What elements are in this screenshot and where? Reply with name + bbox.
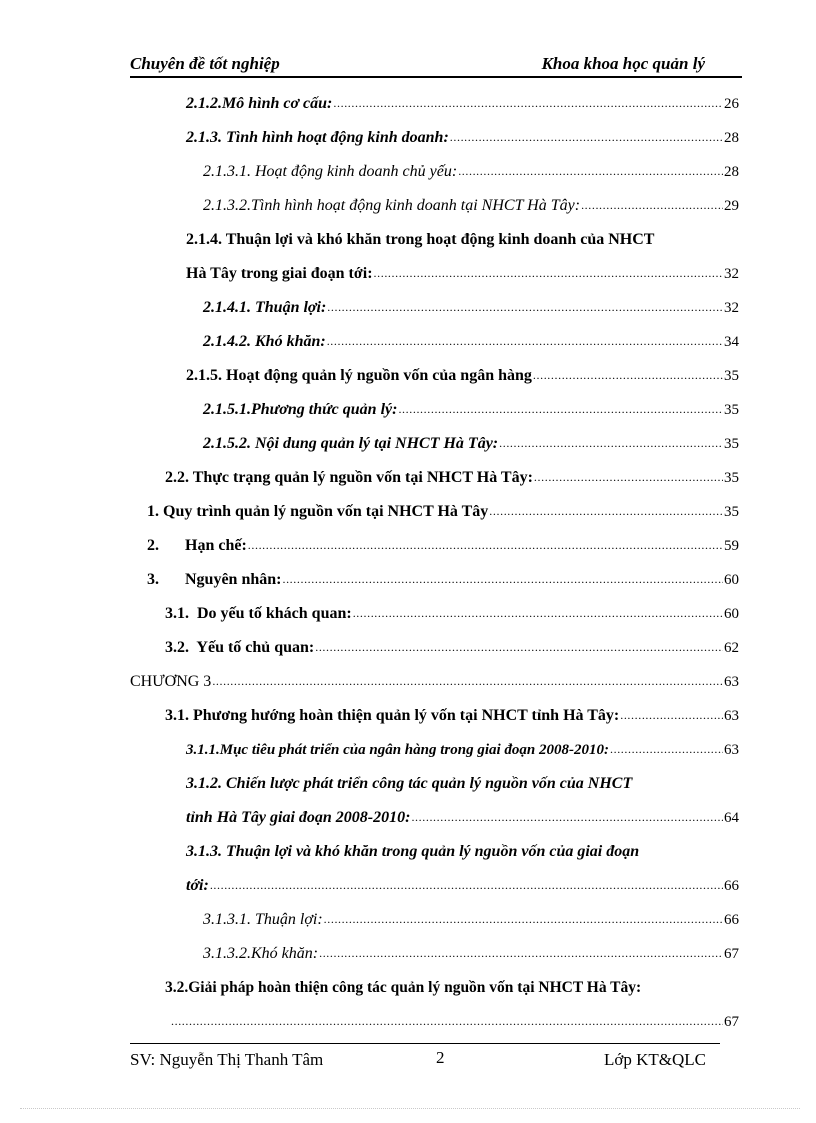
toc-entry-text: 3.1. Do yếu tố khách quan: [165, 605, 352, 622]
toc-entry-text: 2.1.4.1. Thuận lợi: [203, 299, 327, 316]
footer-student: SV: Nguyễn Thị Thanh Tâm [130, 1050, 324, 1069]
toc-page: 28 [724, 130, 739, 146]
toc-page: 60 [724, 606, 739, 622]
toc-page: 35 [724, 504, 739, 520]
header-left: Chuyên đề tốt nghiệp [130, 54, 280, 73]
toc-entry[interactable] [165, 589, 739, 623]
toc-entry-line2[interactable] [186, 793, 739, 827]
toc-entry[interactable] [147, 487, 739, 521]
toc-leader [324, 912, 723, 929]
toc-entry-text: 3.1.3.1. Thuận lợi: [203, 911, 323, 928]
toc-page: 28 [724, 164, 739, 180]
toc-entry-text: 3.2. Yếu tố chủ quan: [165, 639, 315, 656]
toc-page: 67 [724, 1014, 739, 1030]
toc-page: 63 [724, 742, 739, 758]
toc-page: 66 [724, 878, 739, 894]
header-right: Khoa khoa học quản lý [541, 54, 705, 73]
toc-entry[interactable] [203, 419, 739, 453]
toc-leader [315, 640, 723, 657]
toc-leader [374, 266, 723, 283]
toc-entry-line1[interactable] [165, 963, 739, 997]
toc-page: 32 [724, 266, 739, 282]
toc-leader [248, 538, 723, 555]
toc-entry-line1[interactable] [186, 215, 739, 249]
page-edge-divider [20, 1108, 800, 1109]
toc-page: 29 [724, 198, 739, 214]
toc-leader [581, 198, 723, 215]
toc-leader [610, 742, 723, 759]
toc-entry-number: 2. [147, 537, 159, 554]
toc-entry-line1[interactable] [186, 827, 739, 861]
toc-page: 60 [724, 572, 739, 588]
toc-page: 35 [724, 402, 739, 418]
toc-entry-text: 2.1.4.2. Khó khăn: [203, 333, 326, 350]
toc-entry[interactable] [203, 895, 739, 929]
toc-entry[interactable] [203, 181, 739, 215]
toc-entry-text: 3.1.3. Thuận lợi và khó khăn trong quản lý nguồn vốn của giai đoạn [186, 843, 640, 860]
toc-leader [282, 572, 723, 589]
toc-entry-text-cont: Hà Tây trong giai đoạn tới: [186, 265, 373, 282]
toc-leader [450, 130, 723, 147]
toc-entry-text: 3.1.1.Mục tiêu phát triển của ngân hàng trong giai đoạn 2008-2010: [186, 742, 609, 758]
toc-entry[interactable] [130, 657, 739, 691]
page-number: 2 [436, 1048, 445, 1067]
toc-leader [489, 504, 723, 521]
toc-page: 64 [724, 810, 739, 826]
toc-entry[interactable] [165, 691, 739, 725]
toc-entry-text: 2.2. Thực trạng quản lý nguồn vốn tại NHCT Hà Tây: [165, 469, 533, 486]
toc-entry-text: 2.1.5.1.Phương thức quản lý: [203, 401, 398, 418]
toc-entry[interactable] [203, 147, 739, 181]
toc-entry-text: 3.1.2. Chiến lược phát triển công tác quản lý nguồn vốn của NHCT [186, 775, 633, 792]
toc-leader [398, 402, 723, 419]
toc-entry[interactable] [203, 385, 739, 419]
footer-class: Lớp KT&QLC [603, 1050, 706, 1069]
toc-entry-text: 3.2.Giải pháp hoàn thiện công tác quản lý nguồn vốn tại NHCT Hà Tây: [165, 979, 642, 996]
toc-entry[interactable] [186, 113, 739, 147]
toc-entry-text: 2.1.3.2.Tình hình hoạt động kinh doanh tại NHCT Hà Tây: [203, 197, 581, 214]
toc-entry-line2[interactable] [186, 861, 739, 895]
toc-entry-text: 2.1.2.Mô hình cơ cấu: [186, 95, 333, 112]
toc-leader [458, 164, 723, 181]
toc-entry-text: Nguyên nhân: [185, 571, 282, 588]
toc-entry-text: Hạn chế: [185, 537, 247, 554]
toc-page: 59 [724, 538, 739, 554]
toc-leader [327, 300, 723, 317]
page-header [130, 52, 742, 78]
toc-leader [319, 946, 723, 963]
toc-entry[interactable] [147, 521, 739, 555]
toc-entry[interactable] [203, 283, 739, 317]
toc-page: 67 [724, 946, 739, 962]
toc-page: 34 [724, 334, 739, 350]
toc-page: 35 [724, 470, 739, 486]
toc-entry-text: 2.1.3. Tình hình hoạt động kinh doanh: [186, 129, 449, 146]
toc-entry-text-cont: tới: [186, 877, 209, 894]
toc-entry-text: 2.1.4. Thuận lợi và khó khăn trong hoạt động kinh doanh của NHCT [186, 231, 655, 248]
toc-page: 32 [724, 300, 739, 316]
toc-leader [534, 470, 723, 487]
toc-entry-text: 3.1. Phương hướng hoàn thiện quản lý vốn tại NHCT tỉnh Hà Tây: [165, 707, 620, 724]
toc-entry-line1[interactable] [186, 759, 739, 793]
toc-entry[interactable] [165, 623, 739, 657]
toc-leader [620, 708, 723, 725]
toc-leader [212, 674, 723, 691]
toc-entry-text: 2.1.5. Hoạt động quản lý nguồn vốn của ngân hàng [186, 367, 532, 384]
toc-entry[interactable] [147, 555, 739, 589]
toc-entry-text: 3.1.3.2.Khó khăn: [203, 945, 319, 962]
toc-leader [533, 368, 723, 385]
toc-leader [171, 1014, 723, 1031]
toc-entry-text: 1. Quy trình quản lý nguồn vốn tại NHCT Hà Tây [147, 503, 489, 520]
toc-entry[interactable] [186, 351, 739, 385]
toc-leader [353, 606, 723, 623]
toc-entry[interactable] [186, 725, 739, 759]
toc-entry-text: 2.1.3.1. Hoạt động kinh doanh chủ yếu: [203, 163, 458, 180]
toc-entry[interactable] [186, 79, 739, 113]
toc-page: 66 [724, 912, 739, 928]
toc-entry-line2[interactable] [186, 249, 739, 283]
toc-page: 63 [724, 674, 739, 690]
toc-leader [333, 96, 723, 113]
toc-page: 63 [724, 708, 739, 724]
toc-leader [499, 436, 723, 453]
toc-entry-text: CHƯƠNG 3 [130, 673, 212, 690]
toc-page: 62 [724, 640, 739, 656]
toc-page: 35 [724, 436, 739, 452]
toc-entry-text: 2.1.5.2. Nội dung quản lý tại NHCT Hà Tây: [203, 435, 499, 452]
toc-page: 35 [724, 368, 739, 384]
toc-leader [210, 878, 723, 895]
toc-entry[interactable] [203, 317, 739, 351]
page-footer [130, 1043, 720, 1074]
toc-leader [327, 334, 723, 351]
toc-entry-line2[interactable] [170, 997, 739, 1031]
toc-entry[interactable] [203, 929, 739, 963]
toc-leader [411, 810, 723, 827]
toc-entry-number: 3. [147, 571, 159, 588]
toc-entry-text-cont: tỉnh Hà Tây giai đoạn 2008-2010: [186, 809, 411, 826]
toc-entry[interactable] [165, 453, 739, 487]
toc-page: 26 [724, 96, 739, 112]
